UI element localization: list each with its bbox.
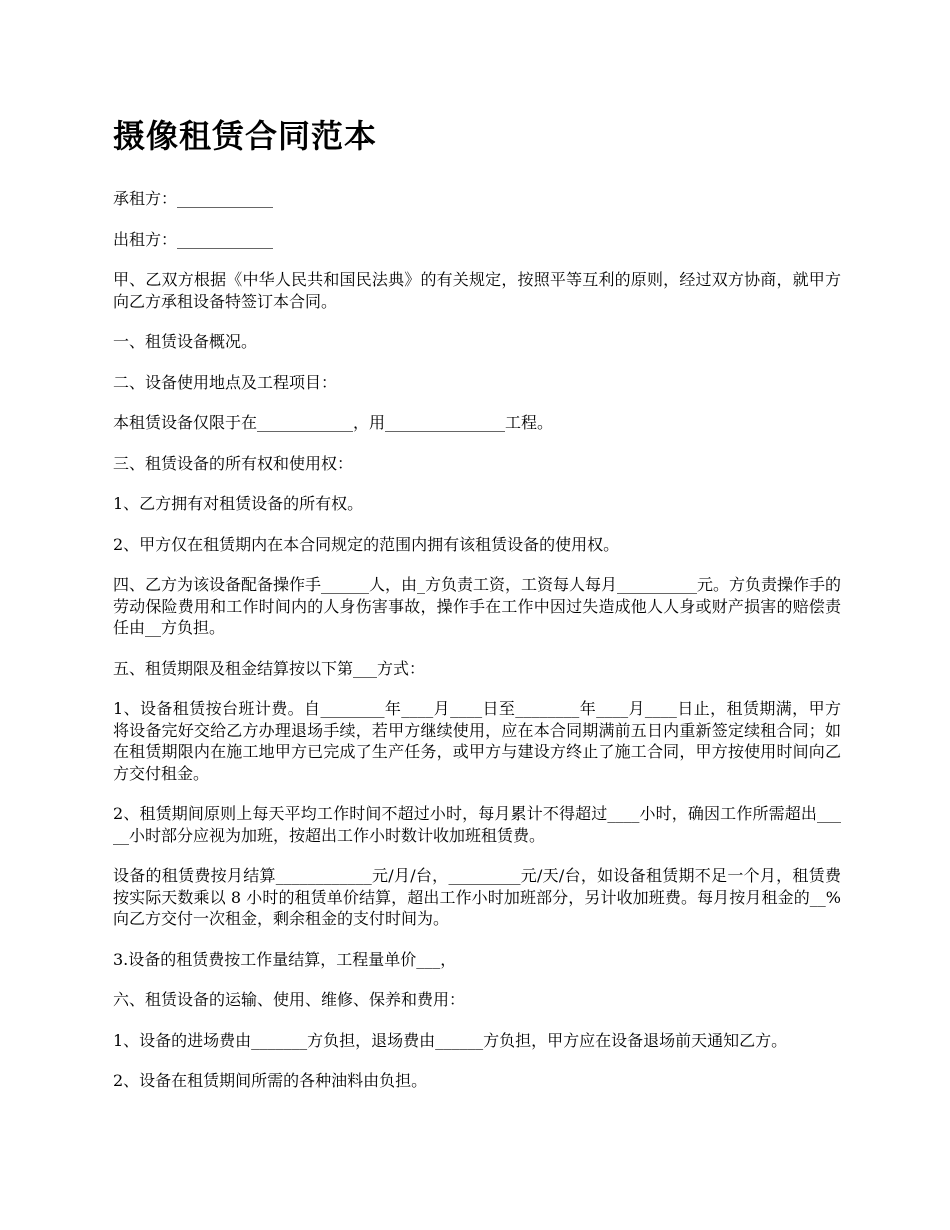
ownership-clause-2: 2、甲方仅在租赁期内在本合同规定的范围内拥有该租赁设备的使用权。 (113, 534, 620, 554)
lessee-line: 承租方：____________ (113, 189, 274, 208)
transport-clause-2: 2、设备在租赁期间所需的各种油料由负担。 (113, 1071, 428, 1090)
workload-fee-clause: 3.设备的租赁费按工作量结算，工程量单价___， (113, 949, 457, 969)
section-heading-2: 二、设备使用地点及工程项目： (113, 372, 338, 392)
section-heading-5: 五、租赁期限及租金结算按以下第___方式： (113, 658, 426, 678)
document-title: 摄像租赁合同范本 (113, 117, 378, 155)
location-paragraph: 本租赁设备仅限于在____________，用_______________工程。 (113, 413, 554, 432)
section-4-paragraph: 四、乙方为该设备配备操作手______人，由_方负责工资，工资每人每月__________元。方负责操作手的劳动保险费用和工作时间内的人身伤害事故，操作手在工作中因过失造成他人人身或财产损害的赔偿责任由__方负担。 (113, 575, 842, 637)
monthly-fee-paragraph: 设备的租赁费按月结算____________元/月/台，_________元/天/台，如设备租赁期不足一个月，租赁费按实际天数乘以 8 小时的租赁单价结算，超出工作小时加班部分，另计收加班费。每月按月租金的__%向乙方交付一次租金，剩余租金的支付时间为。 (113, 866, 841, 928)
preamble-paragraph: 甲、乙双方根据《中华人民共和国民法典》的有关规定，按照平等互利的原则，经过双方协商，就甲方向乙方承租设备特签订本合同。 (113, 270, 841, 311)
rental-term-clause-1: 1、设备租赁按台班计费。自________年____月____日至________年____月____日止，租赁期满，甲方将设备完好交给乙方办理退场手续，若甲方继续使用，应在本合同期满前五日内重新签定续租合同；如在租赁期限内在施工地甲方已完成了生产任务，或甲方与建设方终止了施工合同，甲方按使用时间向乙方交付租金。 (113, 699, 841, 783)
section-heading-3: 三、租赁设备的所有权和使用权： (113, 453, 354, 473)
lessor-line: 出租方：____________ (113, 229, 274, 249)
ownership-clause-1: 1、乙方拥有对租赁设备的所有权。 (113, 494, 364, 513)
document-page (113, 112, 841, 1111)
transport-clause-1: 1、设备的进场费由_______方负担，退场费由______方负担，甲方应在设备退场前天通知乙方。 (113, 1030, 788, 1050)
section-heading-6: 六、租赁设备的运输、使用、维修、保养和费用： (113, 990, 466, 1009)
section-heading-1: 一、租赁设备概况。 (113, 332, 258, 351)
rental-term-clause-2: 2、租赁期间原则上每天平均工作时间不超过小时，每月累计不得超过____小时，确因工作所需超出_____小时部分应视为加班，按超出工作小时数计收加班租赁费。 (113, 804, 841, 845)
